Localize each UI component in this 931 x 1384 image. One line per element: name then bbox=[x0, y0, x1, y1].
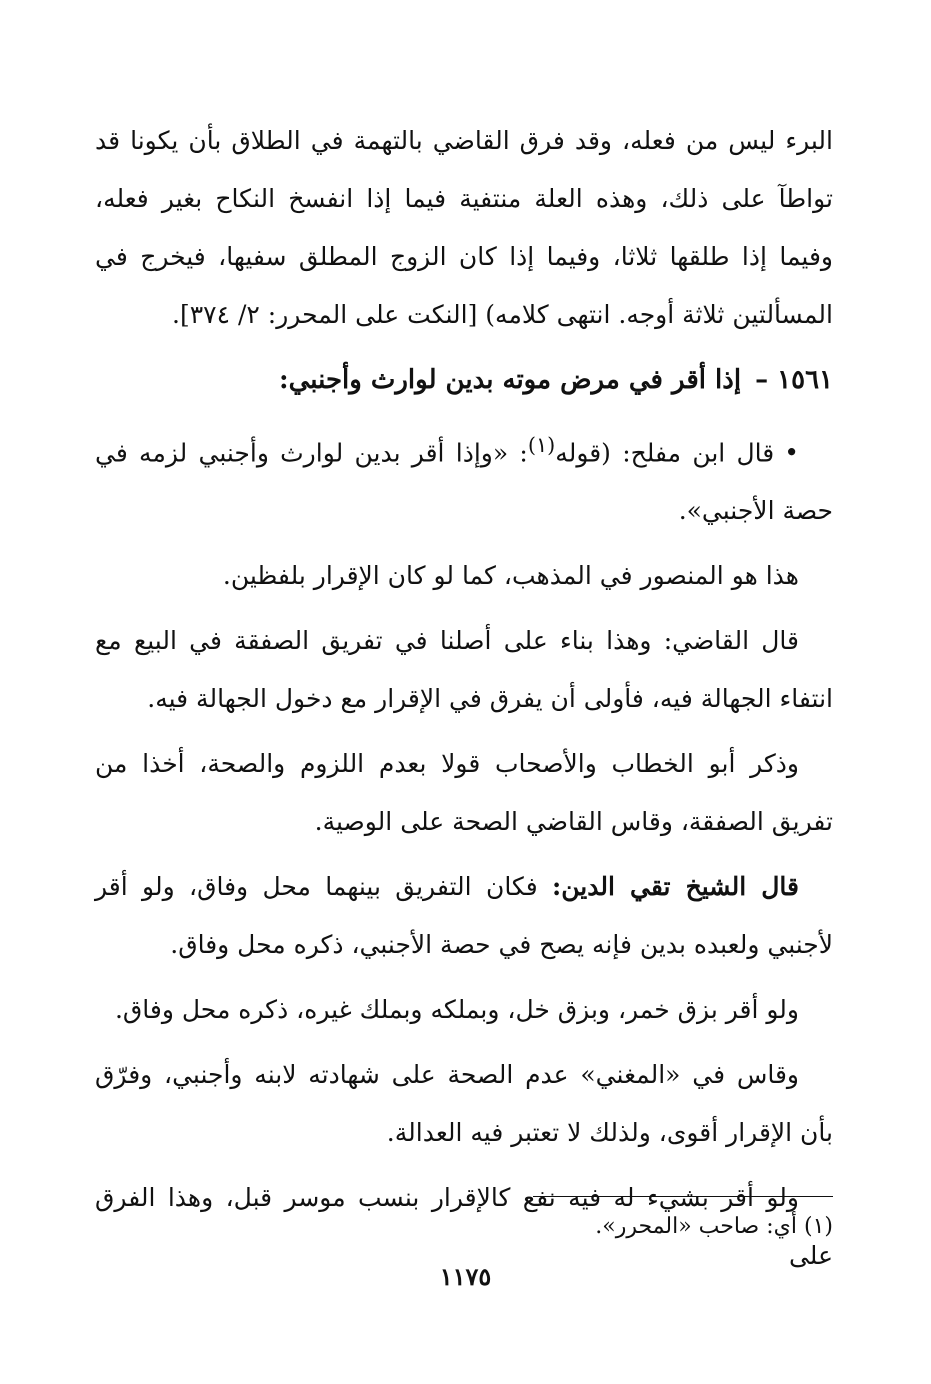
paragraph: هذا هو المنصور في المذهب، كما لو كان الإقرار بلفظين. bbox=[222, 561, 799, 591]
paragraph: ولو أقر بشيء له فيه نفع كالإقرار بنسب موسر قبل، وهذا الفرق على bbox=[95, 1183, 833, 1271]
quote-text: : «وإذا أقر بدين لوارث وأجنبي لزمه في حصة الأجنبي». bbox=[95, 438, 833, 526]
footnote-marker: (١) bbox=[803, 1214, 833, 1239]
paragraph: قال القاضي: وهذا بناء على أصلنا في تفريق الصفقة في البيع مع انتفاء الجهالة فيه، فأولى أن يفرق في الإقرار مع دخول الجهالة فيه. bbox=[95, 626, 833, 714]
main-text bbox=[95, 112, 833, 1292]
paragraph: وذكر أبو الخطاب والأصحاب قولا بعدم اللزوم والصحة، أخذا من تفريق الصفقة، وقاس القاضي الصحة على الوصية. bbox=[95, 749, 833, 837]
section-title: إذا أقر في مرض موته بدين لوارث وأجنبي: bbox=[279, 365, 742, 395]
footnote-reference: (١) bbox=[527, 433, 556, 457]
section-number: ١٥٦١ – bbox=[755, 365, 833, 395]
paragraph-continuation: البرء ليس من فعله، وقد فرق القاضي بالتهمة في الطلاق بأن يكونا قد تواطآ على ذلك، وهذه العلة منتفية فيما إذا انفسخ النكاح بغير فعله، وفيما إذا طلقها ثلاثا، وفيما إذا كان الزوج المطلق سفيها، فيخرج في المسألتين ثلاثة أوجه. انتهى كلامه) [النكت على المحرر: ٢/ ٣٧٤]. bbox=[95, 126, 833, 329]
paragraph: وقاس في «المغني» عدم الصحة على شهادته لابنه وأجنبي، وفرّق بأن الإقرار أقوى، ولذلك لا تعتبر فيه العدالة. bbox=[95, 1060, 833, 1148]
footnote-text: أي: صاحب «المحرر». bbox=[595, 1214, 797, 1239]
paragraph-quote bbox=[95, 416, 833, 540]
paragraph-text: فكان التفريق بينهما محل وفاق، ولو أقر لأجنبي ولعبده بدين فإنه يصح في حصة الأجنبي، ذكره محل وفاق. bbox=[95, 872, 833, 960]
section-heading bbox=[95, 351, 833, 409]
bullet-marker: • bbox=[784, 438, 799, 468]
paragraph: ولو أقر بزق خمر، وبزق خل، وبملكه وبملك غيره، ذكره محل وفاق. bbox=[114, 995, 799, 1025]
footnote-divider bbox=[533, 1196, 833, 1197]
paragraph bbox=[95, 858, 833, 974]
quote-prefix: قال ابن مفلح: (قوله bbox=[555, 438, 775, 468]
speaker-label: قال الشيخ تقي الدين: bbox=[552, 872, 799, 902]
page-number: ١١٧٥ bbox=[439, 1262, 492, 1291]
footnote bbox=[95, 1210, 833, 1244]
